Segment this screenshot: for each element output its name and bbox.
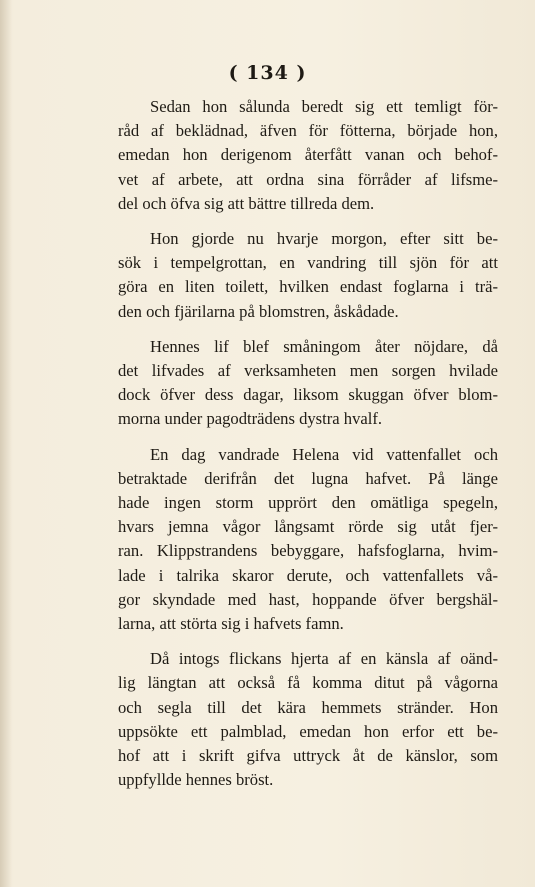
text-line: lade i talrika skaror derute, och vattenfallets vå- [118,565,498,585]
text-line: sök i tempelgrottan, en vandring till sjön för att [118,253,498,273]
text-line: morna under pagodträdens dystra hvalf. [118,409,383,429]
text-line: En dag vandrade Helena vid vattenfallet och [150,444,498,464]
paragraph-2 [118,227,498,324]
paragraph-1 [118,95,498,216]
text-line: dock öfver dess dagar, liksom skuggan öfver blom- [118,385,498,405]
text-line: gor skyndade med hast, hoppande öfver bergshäl- [118,589,498,609]
text-line: göra en liten toilett, hvilken endast foglarna i trä- [118,277,498,297]
page-text [118,95,498,803]
paragraph-5 [118,647,498,792]
text-line: del och öfva sig att bättre tillreda dem. [118,193,375,213]
page-number: ( 134 ) [228,62,307,84]
text-line: hvars jemna vågor långsamt rörde sig utåt fjer- [118,517,498,537]
text-line: hof att i skrift gifva uttryck åt de känslor, som [118,746,498,766]
text-line: larna, att störta sig i hafvets famn. [118,614,344,634]
paragraph-3 [118,335,498,432]
binding-shadow [0,0,12,887]
text-line: den och fjärilarna på blomstren, åskådade. [118,301,399,321]
text-line: Sedan hon sålunda beredt sig ett temligt för- [150,97,498,116]
text-line: Hennes lif blef småningom åter nöjdare, då [150,336,498,356]
text-line: emedan hon derigenom återfått vanan och behof- [118,145,498,165]
text-line: Då intogs flickans hjerta af en känsla af oänd- [150,649,498,669]
text-line: det lifvades af verksamheten men sorgen hvilade [118,361,498,381]
text-line: betraktade derifrån det lugna hafvet. På länge [118,468,498,488]
text-line: råd af beklädnad, äfven för fötterna, började hon, [118,121,498,141]
text-line: vet af arbete, att ordna sina förråder af lifsme- [118,169,498,189]
text-line: uppsökte ett palmblad, emedan hon erfor ett be- [118,721,498,741]
paragraph-4 [118,443,498,637]
text-line: uppfyllde hennes bröst. [118,770,274,790]
text-line: och segla till det kära hemmets stränder. Hon [118,697,498,717]
text-line: lig längtan att också få komma ditut på vågorna [118,673,498,693]
text-line: hade ingen storm upprört den omätliga spegeln, [118,493,498,513]
text-line: ran. Klippstrandens bebyggare, hafsfoglarna, hvim- [118,541,498,561]
text-line: Hon gjorde nu hvarje morgon, efter sitt be- [150,229,498,249]
